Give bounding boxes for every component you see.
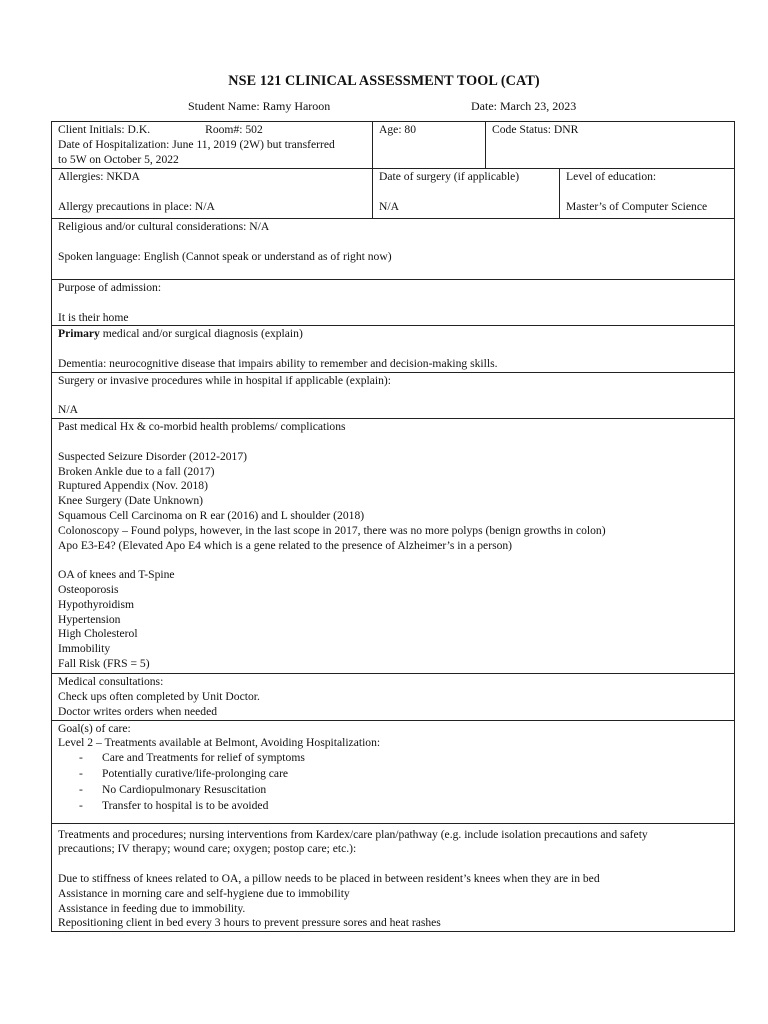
purpose-label: Purpose of admission: <box>58 281 162 294</box>
history-item: Knee Surgery (Date Unknown) <box>58 494 203 508</box>
goals-level: Level 2 – Treatments available at Belmont, Avoiding Hospitalization: <box>58 736 381 750</box>
allergy-row <box>52 169 735 219</box>
education-cell <box>560 169 735 219</box>
surgery-date-label: Date of surgery (if applicable) <box>379 170 520 183</box>
consultations-cell <box>52 674 735 720</box>
history-item: OA of knees and T-Spine <box>58 568 175 582</box>
education-label: Level of education: <box>566 170 657 183</box>
diagnosis-label-rest: medical and/or surgical diagnosis (explain) <box>99 327 303 341</box>
surgery-label: Surgery or invasive procedures while in hospital if applicable (explain): <box>58 373 392 387</box>
consultations-label: Medical consultations: <box>58 675 164 689</box>
history-item: Apo E3-E4? (Elevated Apo E4 which is a gene related to the presence of Alzheimer’s in a person) <box>58 538 513 552</box>
client-initials: Client Initials: D.K. <box>58 123 151 136</box>
history-cell <box>52 419 735 674</box>
allergies: Allergies: NKDA <box>58 170 140 183</box>
goals-cell <box>52 720 735 823</box>
diagnosis-label-bold: Primary <box>58 327 100 341</box>
client-cell <box>52 122 373 169</box>
student-name: Student Name: Ramy Haroon <box>188 99 331 113</box>
spoken-language: Spoken language: English (Cannot speak or understand as of right now) <box>58 249 392 263</box>
history-item: Suspected Seizure Disorder (2012-2017) <box>58 449 247 463</box>
consultation-line: Check ups often completed by Unit Doctor. <box>58 689 260 703</box>
client-initials-line <box>58 123 366 138</box>
history-item: Hypertension <box>58 612 121 626</box>
history-item: Immobility <box>58 642 111 656</box>
diagnosis-row <box>52 326 735 372</box>
diagnosis-cell <box>52 326 735 372</box>
religion-row <box>52 219 735 280</box>
history-item: Broken Ankle due to a fall (2017) <box>58 464 215 478</box>
education-value: Master’s of Computer Science <box>566 199 708 213</box>
purpose-cell <box>52 280 735 326</box>
consultations-row <box>52 674 735 720</box>
purpose-value: It is their home <box>58 310 129 324</box>
goal-item: - Potentially curative/life-prolonging care <box>58 767 728 783</box>
assessment-table <box>51 121 735 932</box>
goals-label: Goal(s) of care: <box>58 721 131 735</box>
surgery-date-value: N/A <box>379 199 399 213</box>
diagnosis-label <box>58 327 728 342</box>
history-item: Squamous Cell Carcinoma on R ear (2016) and L shoulder (2018) <box>58 508 365 522</box>
treatment-line: Assistance in feeding due to immobility. <box>58 901 246 915</box>
goals-list <box>58 751 728 815</box>
religion-cell <box>52 219 735 280</box>
page-title: NSE 121 CLINICAL ASSESSMENT TOOL (CAT) <box>228 73 540 89</box>
age-cell <box>373 122 486 169</box>
purpose-row <box>52 280 735 326</box>
goal-item: - No Cardiopulmonary Resuscitation <box>58 783 728 799</box>
treatment-line: Assistance in morning care and self-hygiene due to immobility <box>58 886 350 900</box>
treatments-label-line2: precautions; IV therapy; wound care; oxygen; postop care; etc.): <box>58 842 357 856</box>
history-item: Hypothyroidism <box>58 597 135 611</box>
history-item: Ruptured Appendix (Nov. 2018) <box>58 479 208 493</box>
allergy-precautions: Allergy precautions in place: N/A <box>58 199 215 213</box>
history-item: Fall Risk (FRS = 5) <box>58 656 150 670</box>
treatment-line: Repositioning client in bed every 3 hours to prevent pressure sores and heat rashes <box>58 916 441 930</box>
goal-item: - Transfer to hospital is to be avoided <box>58 799 728 815</box>
history-item: Osteoporosis <box>58 582 119 596</box>
history-item: Colonoscopy – Found polyps, however, in the last scope in 2017, there was no more polyps (benign growths in colon) <box>58 523 606 537</box>
surgery-date-cell <box>373 169 560 219</box>
treatment-line: Due to stiffness of knees related to OA, a pillow needs to be placed in between resident’s knees when they are in bed <box>58 871 600 885</box>
goals-row <box>52 720 735 823</box>
history-label: Past medical Hx & co-morbid health problems/ complications <box>58 420 346 434</box>
consultation-line: Doctor writes orders when needed <box>58 704 218 718</box>
treatments-label-line1: Treatments and procedures; nursing interventions from Kardex/care plan/pathway (e.g. include isolation precautions and safety <box>58 827 648 841</box>
surgery-row <box>52 372 735 418</box>
hospitalization-date: Date of Hospitalization: June 11, 2019 (2W) but transferred <box>58 137 335 151</box>
transfer-date: to 5W on October 5, 2022 <box>58 152 179 166</box>
allergy-cell <box>52 169 373 219</box>
treatments-row <box>52 823 735 932</box>
age: Age: 80 <box>379 123 417 136</box>
room-number: Room#: 502 <box>205 123 263 136</box>
surgery-value: N/A <box>58 403 78 417</box>
assessment-date: Date: March 23, 2023 <box>471 99 577 113</box>
religious-considerations: Religious and/or cultural considerations: N/A <box>58 220 270 233</box>
history-item: High Cholesterol <box>58 627 138 641</box>
code-status: Code Status: DNR <box>492 123 579 136</box>
history-row <box>52 419 735 674</box>
diagnosis-value: Dementia: neurocognitive disease that impairs ability to remember and decision-making skills. <box>58 356 498 370</box>
client-info-row <box>52 122 735 169</box>
surgery-cell <box>52 372 735 418</box>
treatments-cell <box>52 823 735 932</box>
code-status-cell <box>486 122 735 169</box>
goal-item: - Care and Treatments for relief of symptoms <box>58 751 728 767</box>
